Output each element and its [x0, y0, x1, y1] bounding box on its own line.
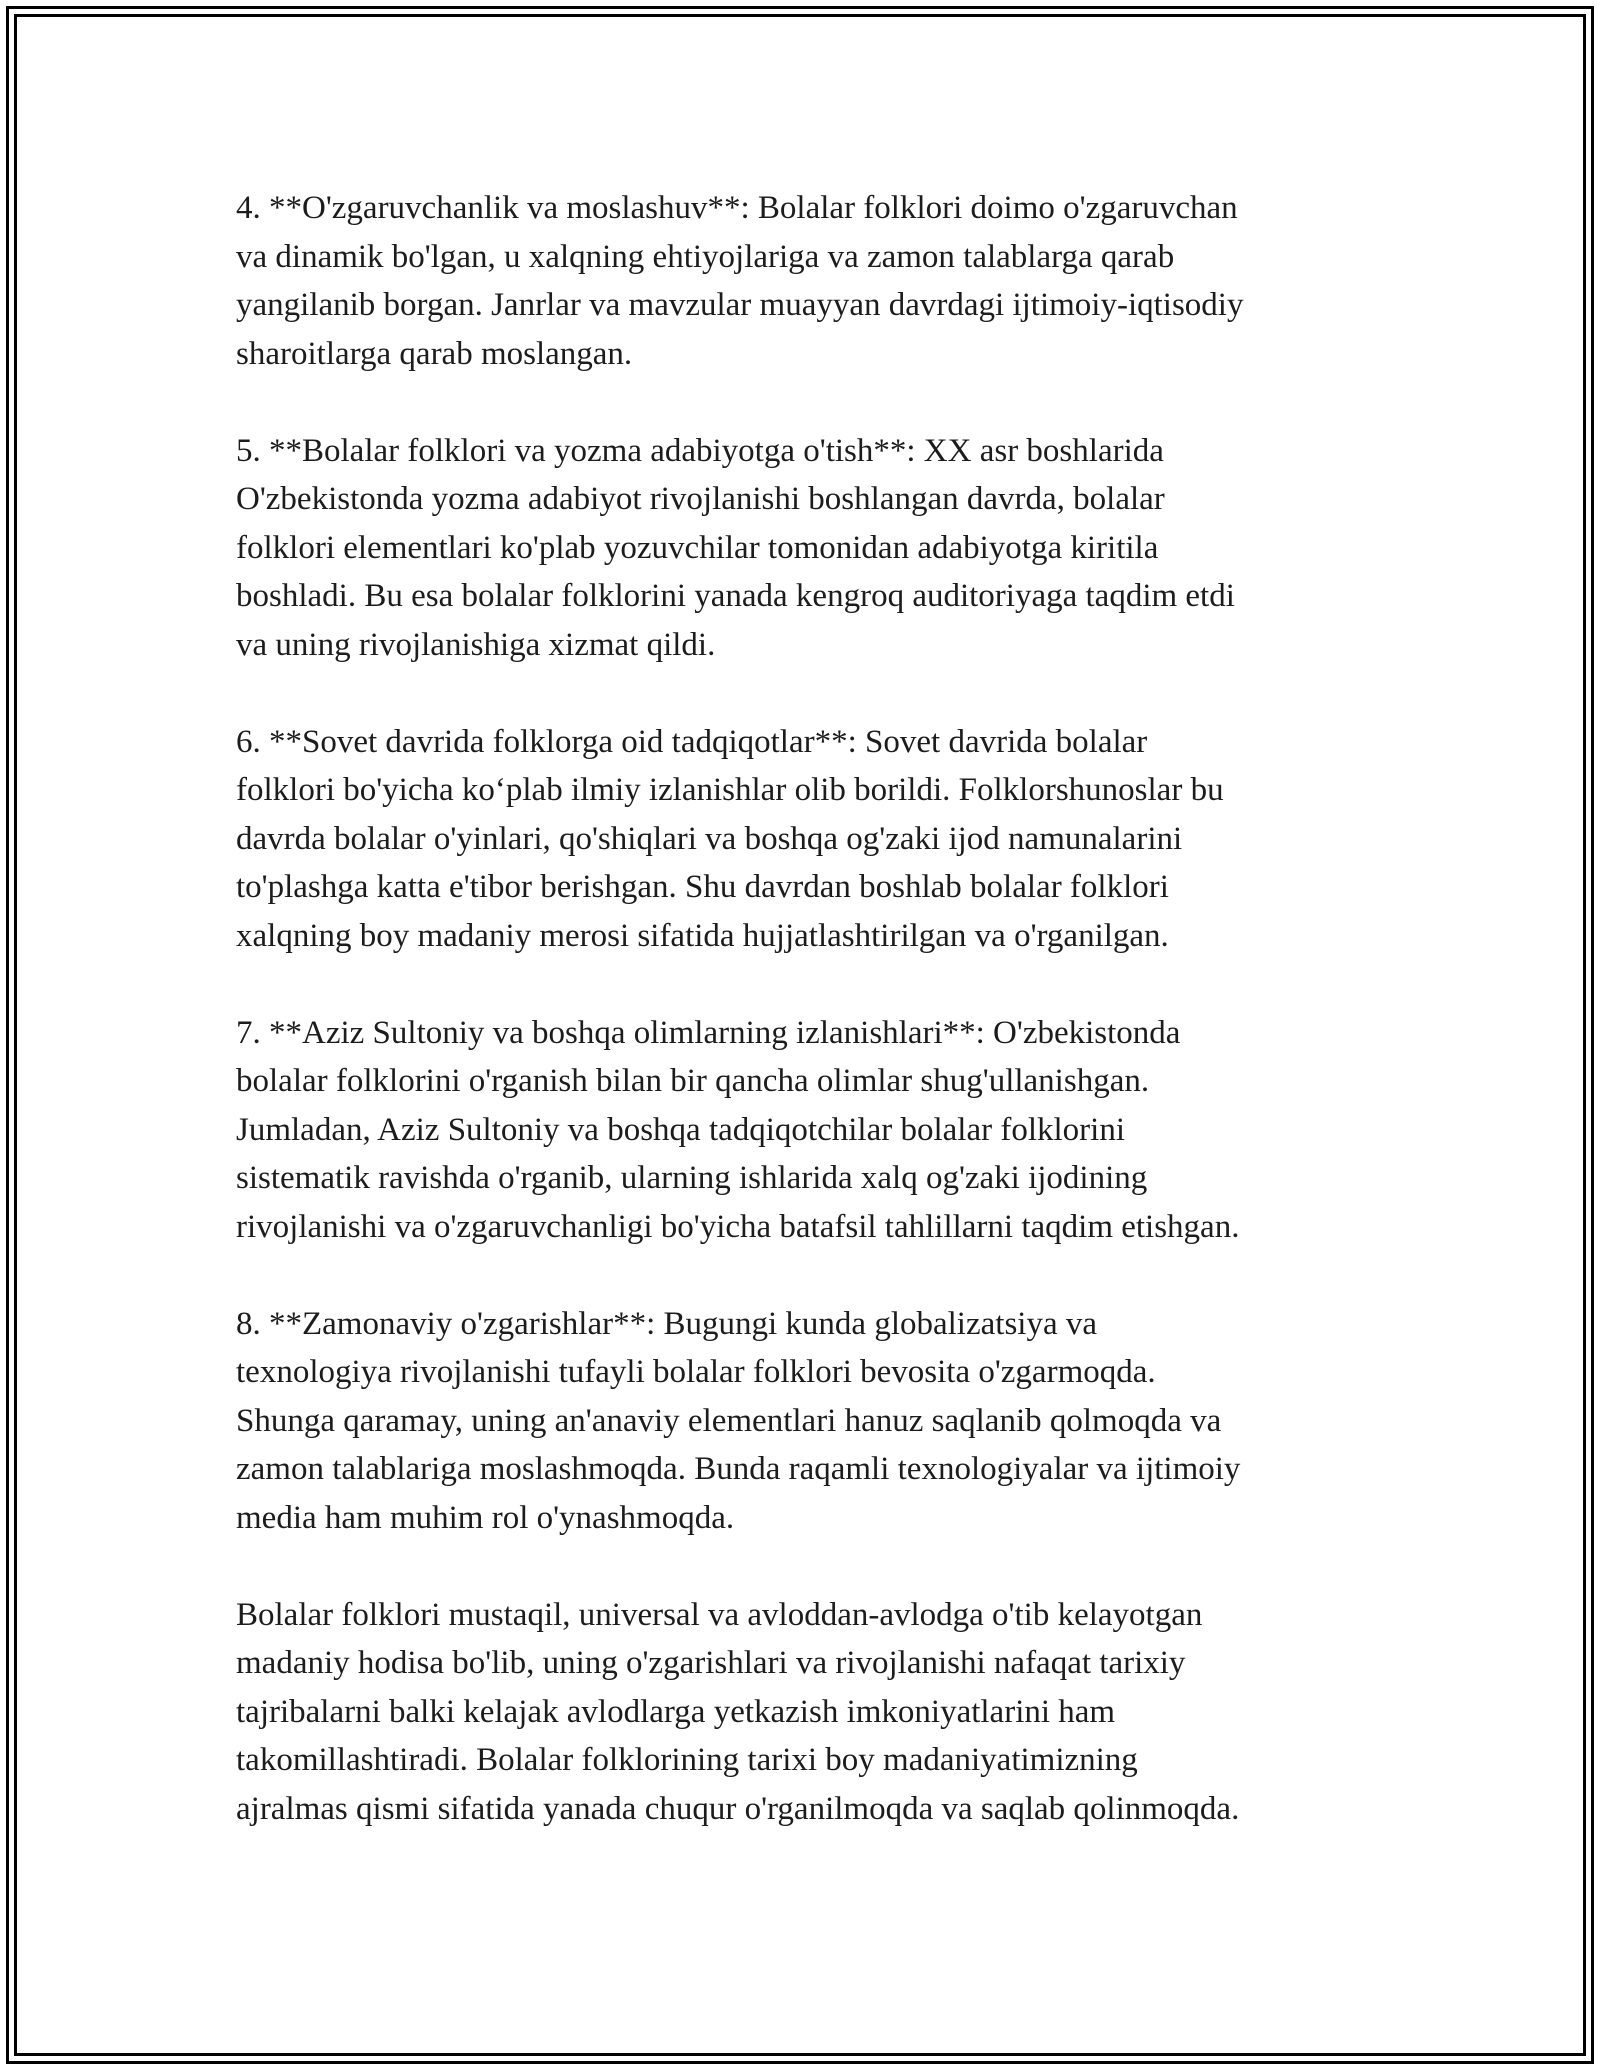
paragraph-item-4: 4. **O'zgaruvchanlik va moslashuv**: Bolalar folklori doimo o'zgaruvchan va dinamik bo'lgan, u xalqning ehtiyojlariga va zamon talablarga qarab yangilanib borgan. Janrlar va mavzular muayyan davrdagi ijtimoiy-iqtisodiy sharoitlarga qarab moslangan. — [236, 190, 1244, 372]
document-body — [236, 184, 1366, 1882]
paragraph-item-8: 8. **Zamonaviy o'zgarishlar**: Bugungi kunda globalizatsiya va texnologiya rivojlanishi tufayli bolalar folklori bevosita o'zgarmoqda. Shunga qaramay, uning an'anaviy elementlari hanuz saqlanib qolmoqda va zamon talablariga moslashmoqda. Bunda raqamli texnologiyalar va ijtimoiy media ham muhim rol o'ynashmoqda. — [236, 1305, 1241, 1536]
conclusion-paragraph: Bolalar folklori mustaqil, universal va avloddan-avlodga o'tib kelayotgan madaniy hodisa bo'lib, uning o'zgarishlari va rivojlanishi nafaqat tarixiy tajribalarni balki kelajak avlodlarga yetkazish imkoniyatlarini ham takomillashtiradi. Bolalar folklorining tarixi boy madaniyatimizning ajralmas qismi sifatida yanada chuqur o'rganilmoqda va saqlab qolinmoqda. — [236, 1596, 1240, 1827]
paragraph-item-6: 6. **Sovet davrida folklorga oid tadqiqotlar**: Sovet davrida bolalar folklori bo'yicha ko‘plab ilmiy izlanishlar olib borildi. Folklorshunoslar bu davrda bolalar o'yinlari, qo'shiqlari va boshqa og'zaki ijod namunalarini to'plashga katta e'tibor berishgan. Shu davrdan boshlab bolalar folklori xalqning boy madaniy merosi sifatida hujjatlashtirilgan va o'rganilgan. — [236, 723, 1224, 954]
paragraph-item-7: 7. **Aziz Sultoniy va boshqa olimlarning izlanishlari**: O'zbekistonda bolalar folklorini o'rganish bilan bir qancha olimlar shug'ullanishgan. Jumladan, Aziz Sultoniy va boshqa tadqiqotchilar bolalar folklorini sistematik ravishda o'rganib, ularning ishlarida xalq og'zaki ijodining rivojlanishi va o'zgaruvchanligi bo'yicha batafsil tahlillarni taqdim etishgan. — [236, 1014, 1240, 1245]
paragraph-item-5: 5. **Bolalar folklori va yozma adabiyotga o'tish**: XX asr boshlarida O'zbekistonda yozma adabiyot rivojlanishi boshlangan davrda, bolalar folklori elementlari ko'plab yozuvchilar tomonidan adabiyotga kiritila boshladi. Bu esa bolalar folklorini yanada kengroq auditoriyaga taqdim etdi va uning rivojlanishiga xizmat qildi. — [236, 432, 1235, 663]
